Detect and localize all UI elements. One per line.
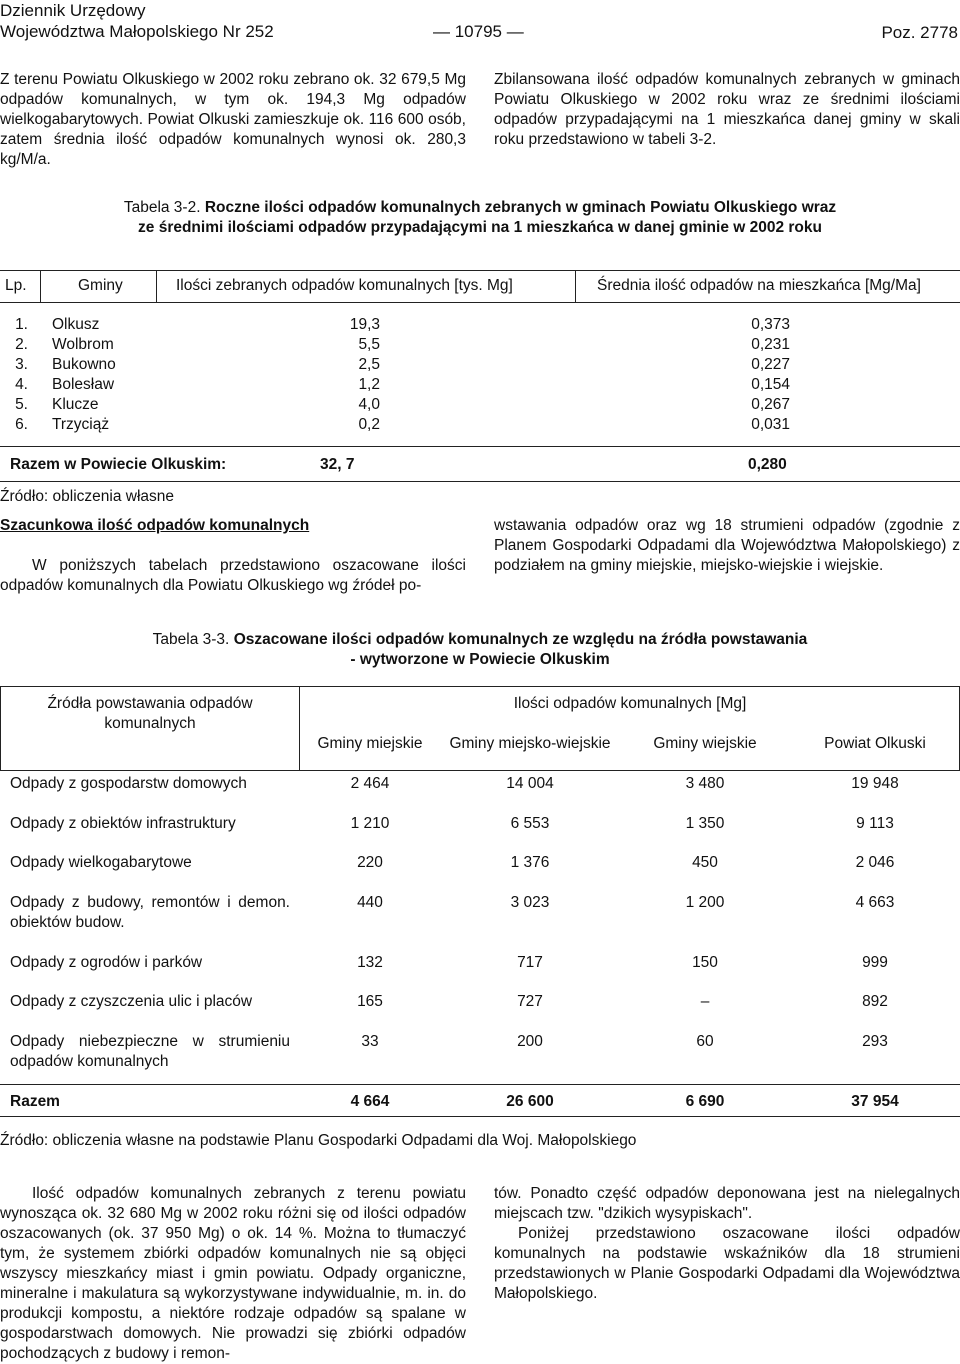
- table-3-2-cell-lp: 3.: [15, 356, 28, 373]
- table-3-3-caption: [40, 630, 920, 670]
- table-3-3-row-source: Odpady niebezpieczne w strumieniu odpadów komunalnych: [10, 1033, 290, 1070]
- table-3-2-cell-gmina: Klucze: [52, 396, 99, 413]
- intro-right-paragraph: Zbilansowana ilość odpadów komunalnych zebranych w gminach Powiatu Olkuskiego w 2002 roku wraz ze średnimi ilościami odpadów przypadającymi na 1 mieszkańca danej gminy w skali roku przedstawiono w tabeli 3-2.: [494, 71, 960, 148]
- table-3-3-subheader-miejskie: Gminy miejskie: [317, 735, 423, 752]
- table-3-2-cell-gmina: Olkusz: [52, 316, 100, 333]
- table-3-2-total-label: Razem w Powiecie Olkuskim:: [10, 456, 227, 473]
- table-3-3-row-value: –: [700, 993, 710, 1010]
- table-3-3-row-value: 2 464: [350, 775, 390, 792]
- section-right-paragraph: wstawania odpadów oraz wg 18 strumieni odpadów (zgodnie z Planem Gospodarki Odpadami dla Województwa Małopolskiego) z podziałem na gminy miejskie, miejsko-wiejskie i wiejskie.: [494, 517, 960, 574]
- table-3-2-col-divider: [40, 270, 41, 302]
- table-3-3-bottom-rule: [0, 1116, 960, 1117]
- table-3-2-cell-ilosc: 2,5: [358, 356, 380, 373]
- table-3-3-row-source: Odpady z obiektów infrastruktury: [10, 815, 236, 832]
- table-3-3-row-value: 293: [862, 1033, 888, 1050]
- table-3-3-total-label: Razem: [10, 1093, 60, 1110]
- table-3-3-source-header: Źródła powstawania odpadów komunalnych: [47, 695, 253, 732]
- table-3-2-cell-gmina: Wolbrom: [52, 336, 114, 353]
- table-3-2-header-srednia: Średnia ilość odpadów na mieszkańca [Mg/Ma]: [597, 277, 921, 294]
- section-heading: Szacunkowa ilość odpadów komunalnych: [0, 517, 310, 534]
- table-3-2-total-srednia: 0,280: [748, 456, 787, 473]
- table-3-2-header-ilosci: Ilości zebranych odpadów komunalnych [tys. Mg]: [176, 277, 513, 294]
- table-3-2-total-ilosc: 32, 7: [320, 456, 355, 473]
- table-3-3-subheader-miejsko-wiejskie: Gminy miejsko-wiejskie: [449, 735, 611, 752]
- table-3-3-top-rule: [0, 686, 960, 687]
- table-3-2-header-gminy: Gminy: [78, 277, 123, 294]
- table-3-3-row-value: 19 948: [851, 775, 899, 792]
- closing-right-paragraph-1: tów. Ponadto część odpadów deponowana jest na nielegalnych miejscach tzw. "dzikich wysypiskach".: [494, 1185, 960, 1222]
- section-left-paragraph: W poniższych tabelach przedstawiono oszacowane ilości odpadów komunalnych dla Powiatu Olkuskiego wg źródeł po-: [0, 557, 466, 594]
- table-3-3-row-value: 2 046: [855, 854, 895, 871]
- table-3-2-cell-lp: 1.: [15, 316, 28, 333]
- table-3-2-cell-srednia: 0,373: [751, 316, 790, 333]
- journal-line-2: Województwa Małopolskiego Nr 252: [0, 22, 274, 41]
- table-3-2-cell-lp: 6.: [15, 416, 28, 433]
- table-3-3-row-value: 440: [357, 894, 383, 911]
- table-3-3-row-value: 165: [357, 993, 383, 1010]
- table-3-2-header-lp: Lp.: [5, 277, 27, 294]
- table-3-3-row-value: 9 113: [856, 815, 894, 832]
- table-3-3-row-value: 60: [696, 1033, 714, 1050]
- table-3-2-cell-ilosc: 4,0: [358, 396, 380, 413]
- journal-line-1: Dziennik Urzędowy: [0, 1, 146, 20]
- table-3-3-row-value: 717: [517, 954, 543, 971]
- table-3-2-cell-lp: 5.: [15, 396, 28, 413]
- table-3-2-cell-ilosc: 5,5: [358, 336, 380, 353]
- table-3-3-row-value: 450: [692, 854, 718, 871]
- table-3-2-cell-srednia: 0,154: [751, 376, 790, 393]
- table-3-3-subheader-powiat: Powiat Olkuski: [824, 735, 926, 752]
- table-3-3-row-value: 6 553: [510, 815, 550, 832]
- table-3-2-label: Tabela 3-2.: [123, 199, 201, 216]
- table-3-3-row-value: 200: [517, 1033, 543, 1050]
- table-3-3-source: Źródło: obliczenia własne na podstawie Planu Gospodarki Odpadami dla Woj. Małopolskiego: [0, 1132, 637, 1149]
- table-3-3-row-source: Odpady z gospodarstw domowych: [10, 775, 247, 792]
- table-3-2-cell-gmina: Trzyciąż: [52, 416, 110, 433]
- table-3-2-caption-line-2: ze średnimi ilościami odpadów przypadającymi na 1 mieszkańca w danej gminie w 2002 roku: [138, 219, 822, 236]
- table-3-2-cell-srednia: 0,267: [751, 396, 790, 413]
- table-3-2-cell-lp: 2.: [15, 336, 28, 353]
- table-3-2-source: Źródło: obliczenia własne: [0, 488, 175, 505]
- table-3-3-header-rule: [0, 770, 960, 771]
- table-3-3-caption-line-1: Oszacowane ilości odpadów komunalnych ze względu na źródła powstawania: [233, 631, 808, 648]
- table-3-2-total-top-rule: [0, 446, 960, 447]
- table-3-2-cell-ilosc: 19,3: [349, 316, 380, 333]
- table-3-3-subheader-wiejskie: Gminy wiejskie: [653, 735, 757, 752]
- table-3-3-row-value: 3 480: [685, 775, 725, 792]
- table-3-3-row-source: Odpady wielkogabarytowe: [10, 854, 192, 871]
- table-3-3-row-value: 3 023: [510, 894, 550, 911]
- table-3-3-row-value: 1 376: [510, 854, 550, 871]
- table-3-2-cell-gmina: Bolesław: [52, 376, 115, 393]
- table-3-3-row-source: Odpady z ogrodów i parków: [10, 954, 203, 971]
- table-3-2-cell-lp: 4.: [15, 376, 28, 393]
- table-3-3-row-value: 1 210: [350, 815, 390, 832]
- intro-left-paragraph: Z terenu Powiatu Olkuskiego w 2002 roku zebrano ok. 32 679,5 Mg odpadów komunalnych, w tym ok. 194,3 Mg odpadów wielkogabarytowych. Powiat Olkuski zamieszkuje ok. 116 600 osób, zatem średnia ilość odpadów komunalnych wynosi ok. 280,3 kg/M/a.: [0, 71, 466, 168]
- table-3-2-cell-ilosc: 0,2: [358, 416, 380, 433]
- journal-title: [0, 0, 274, 42]
- position-number: Poz. 2778: [881, 23, 958, 42]
- table-3-3-total-miejskie: 4 664: [350, 1093, 390, 1110]
- table-3-3-row-value: 132: [357, 954, 383, 971]
- table-3-3-total-wiejskie: 6 690: [685, 1093, 725, 1110]
- table-3-3-row-value: 14 004: [506, 775, 554, 792]
- table-3-3-amount-header: Ilości odpadów komunalnych [Mg]: [513, 695, 747, 712]
- table-3-3-total-powiat: 37 954: [851, 1093, 899, 1110]
- table-3-2-cell-gmina: Bukowno: [52, 356, 116, 373]
- table-3-3-total-miejsko-wiejskie: 26 600: [506, 1093, 554, 1110]
- table-3-3-row-value: 150: [692, 954, 718, 971]
- table-3-2-col-divider: [575, 270, 576, 302]
- closing-left-paragraph: Ilość odpadów komunalnych zebranych z terenu powiatu wynosząca ok. 32 680 Mg w 2002 roku różni się od ilości odpadów oszacowanych (ok. 37 950 Mg) o ok. 14 %. Można to tłumaczyć tym, że systemem zbiórki odpadów komunalnych nie są objęci wszyscy mieszkańcy miast i gmin powiatu. Odpady organiczne, mineralne i makulatura są wykorzystywane indywidualnie, m. in. do produkcji kompostu, a niektóre rodzaje odpadów są spalane w gospodarstwach domowych. Nie prowadzi się zbiórki odpadów pochodzących z budowy i remon-: [0, 1185, 466, 1362]
- table-3-3-row-value: 220: [357, 854, 383, 871]
- table-3-2-cell-srednia: 0,227: [751, 356, 790, 373]
- page-number: — 10795 —: [433, 22, 524, 41]
- table-3-3-label: Tabela 3-3.: [152, 631, 230, 648]
- table-3-3-row-value: 1 200: [685, 894, 725, 911]
- table-3-3-row-value: 999: [862, 954, 888, 971]
- table-3-2-col-divider: [156, 270, 157, 302]
- table-3-3-caption-line-2: - wytworzone w Powiecie Olkuskim: [350, 651, 610, 668]
- table-3-3-row-value: 4 663: [855, 894, 895, 911]
- table-3-3-row-source: Odpady z czyszczenia ulic i placów: [10, 993, 253, 1010]
- table-3-3-row-value: 892: [862, 993, 888, 1010]
- table-3-3-row-value: 1 350: [685, 815, 725, 832]
- table-3-3-row-value: 727: [517, 993, 543, 1010]
- table-3-2-cell-srednia: 0,231: [751, 336, 790, 353]
- table-3-3-total-top-rule: [0, 1084, 960, 1085]
- table-3-2-bottom-rule: [0, 481, 960, 482]
- closing-right-paragraph-2: Poniżej przedstawiono oszacowane ilości odpadów komunalnych na podstawie wskaźników dla 18 strumieni przedstawionych w Planie Gospodarki Odpadami dla Województwa Małopolskiego.: [494, 1225, 960, 1302]
- table-3-3-row-source: Odpady z budowy, remontów i demon. obiektów budow.: [10, 894, 290, 931]
- table-3-3-row-value: 33: [361, 1033, 379, 1050]
- table-3-2-cell-srednia: 0,031: [751, 416, 790, 433]
- table-3-2-caption: [40, 198, 920, 238]
- table-3-2-header-rule: [0, 302, 960, 303]
- table-3-2-cell-ilosc: 1,2: [358, 376, 380, 393]
- table-3-2-top-rule: [0, 270, 960, 271]
- table-3-2-caption-line-1: Roczne ilości odpadów komunalnych zebranych w gminach Powiatu Olkuskiego wraz: [204, 199, 837, 216]
